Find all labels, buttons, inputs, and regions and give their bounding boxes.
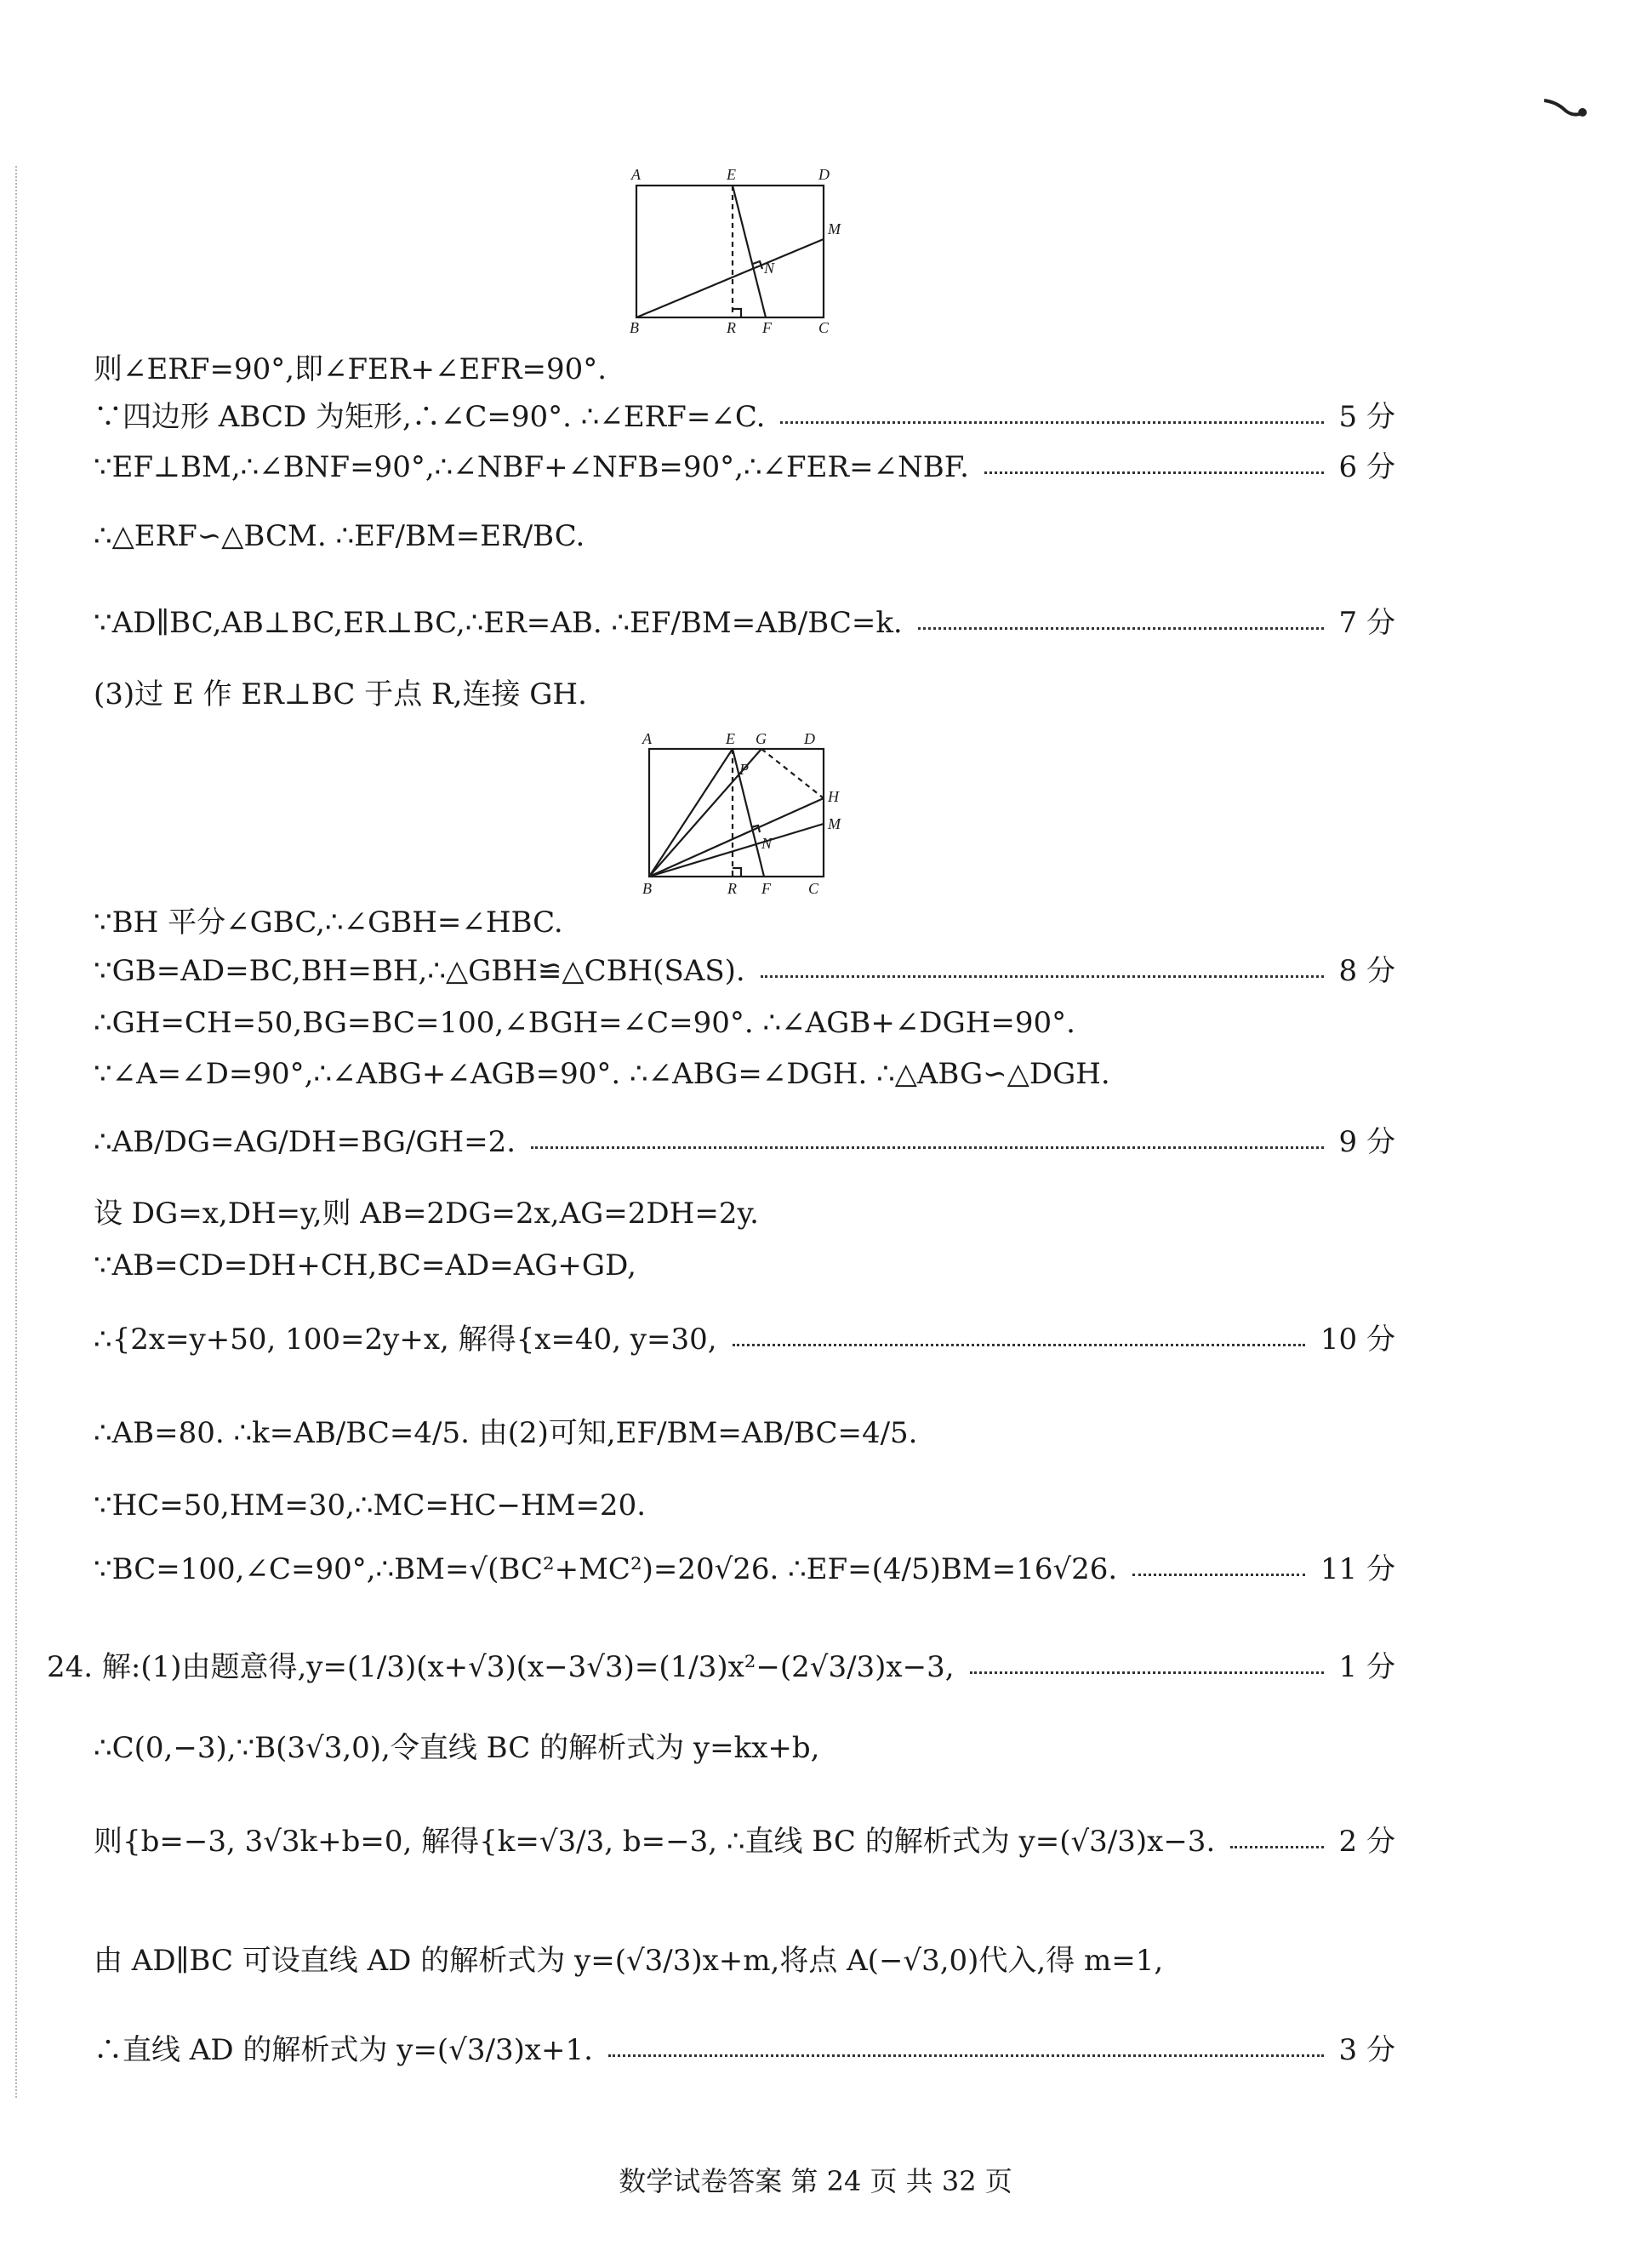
solution-line: ∵AD∥BC,AB⊥BC,ER⊥BC,∴ER=AB. ∴EF/BM=AB/BC=k. 7 分 <box>94 603 1395 643</box>
solution-line: ∴GH=CH=50,BG=BC=100,∠BGH=∠C=90°. ∴∠AGB+∠DGH=90°. <box>94 1006 1075 1040</box>
label-a: A <box>631 166 641 183</box>
solution-line: ∵BH 平分∠GBC,∴∠GBH=∠HBC. <box>94 905 563 940</box>
solution-line: ∵四边形 ABCD 为矩形,∴∠C=90°. ∴∠ERF=∠C. 5 分 <box>94 397 1395 437</box>
geometry-figure-2 <box>634 723 855 898</box>
solution-line: ∴AB/DG=AG/DH=BG/GH=2. 9 分 <box>94 1122 1395 1163</box>
solution-line: ∴△ERF∽△BCM. ∴EF/BM=ER/BC. <box>94 519 585 553</box>
label-m: M <box>828 815 841 832</box>
label-c: C <box>808 880 819 897</box>
right-angle-r <box>733 309 741 317</box>
solution-line: 24. 解:(1)由题意得,y=(1/3)(x+√3)(x−3√3)=(1/3)x²−(2√3/3)x−3, 1 分 <box>47 1647 1395 1688</box>
label-h: H <box>828 788 839 805</box>
solution-line: ∴{2x=y+50, 100=2y+x, 解得{x=40, y=30, 10 分 <box>94 1319 1395 1360</box>
segment-gh-dashed <box>761 749 824 798</box>
score-mark: 8 分 <box>1338 954 1395 988</box>
solution-line: ∴AB=80. ∴k=AB/BC=4/5. 由(2)可知,EF/BM=AB/BC=4/5. <box>94 1416 918 1450</box>
solution-line: ∵HC=50,HM=30,∴MC=HC−HM=20. <box>94 1488 647 1522</box>
label-d: D <box>804 730 815 747</box>
solution-line: ∵AB=CD=DH+CH,BC=AD=AG+GD, <box>94 1248 636 1283</box>
label-g: G <box>756 730 767 747</box>
right-angle-r <box>733 868 741 877</box>
label-f: F <box>762 319 772 336</box>
label-r: R <box>727 880 737 897</box>
label-e: E <box>727 166 736 183</box>
solution-line: 则∠ERF=90°,即∠FER+∠EFR=90°. <box>94 352 607 386</box>
solution-line: ∵∠A=∠D=90°,∴∠ABG+∠AGB=90°. ∴∠ABG=∠DGH. ∴△ABG∽△DGH. <box>94 1057 1110 1091</box>
solution-line: ∴C(0,−3),∵B(3√3,0),令直线 BC 的解析式为 y=kx+b, <box>94 1731 820 1765</box>
score-mark: 11 分 <box>1320 1552 1395 1586</box>
score-mark: 1 分 <box>1338 1650 1395 1684</box>
label-d: D <box>818 166 830 183</box>
score-mark: 5 分 <box>1338 400 1395 434</box>
label-n: N <box>761 835 773 852</box>
solution-line: ∵GB=AD=BC,BH=BH,∴△GBH≌△CBH(SAS). 8 分 <box>94 951 1395 991</box>
scan-smudge-icon <box>1540 94 1591 128</box>
solution-line: ∴直线 AD 的解析式为 y=(√3/3)x+1. 3 分 <box>94 2030 1395 2071</box>
score-mark: 3 分 <box>1338 2033 1395 2067</box>
score-mark: 7 分 <box>1338 606 1395 640</box>
label-e: E <box>726 730 735 747</box>
page-footer: 数学试卷答案 第 24 页 共 32 页 <box>619 2165 1012 2197</box>
solution-line: (3)过 E 作 ER⊥BC 于点 R,连接 GH. <box>94 677 587 711</box>
score-mark: 6 分 <box>1338 450 1395 484</box>
label-f: F <box>761 880 771 897</box>
label-a: A <box>642 730 652 747</box>
label-b: B <box>630 319 639 336</box>
label-c: C <box>818 319 830 336</box>
label-b: B <box>642 880 652 897</box>
label-m: M <box>828 220 841 237</box>
solution-line: ∵BC=100,∠C=90°,∴BM=√(BC²+MC²)=20√26. ∴EF=(4/5)BM=16√26. 11 分 <box>94 1549 1395 1590</box>
label-p: P <box>739 761 749 778</box>
solution-line: 则{b=−3, 3√3k+b=0, 解得{k=√3/3, b=−3, ∴直线 BC 的解析式为 y=(√3/3)x−3. 2 分 <box>94 1821 1395 1862</box>
solution-line: 设 DG=x,DH=y,则 AB=2DG=2x,AG=2DH=2y. <box>94 1197 759 1231</box>
solution-line: ∵EF⊥BM,∴∠BNF=90°,∴∠NBF+∠NFB=90°,∴∠FER=∠NBF. 6 分 <box>94 447 1395 488</box>
segment-bm <box>636 239 824 317</box>
score-mark: 2 分 <box>1338 1825 1395 1859</box>
score-mark: 9 分 <box>1338 1125 1395 1159</box>
label-n: N <box>764 260 775 277</box>
segment-ef <box>733 186 766 317</box>
solution-line: 由 AD∥BC 可设直线 AD 的解析式为 y=(√3/3)x+m,将点 A(−√3,0)代入,得 m=1, <box>94 1944 1164 1978</box>
binding-margin-line <box>15 166 17 2098</box>
score-mark: 10 分 <box>1320 1323 1395 1357</box>
geometry-figure-1 <box>621 157 842 336</box>
label-r: R <box>727 319 736 336</box>
